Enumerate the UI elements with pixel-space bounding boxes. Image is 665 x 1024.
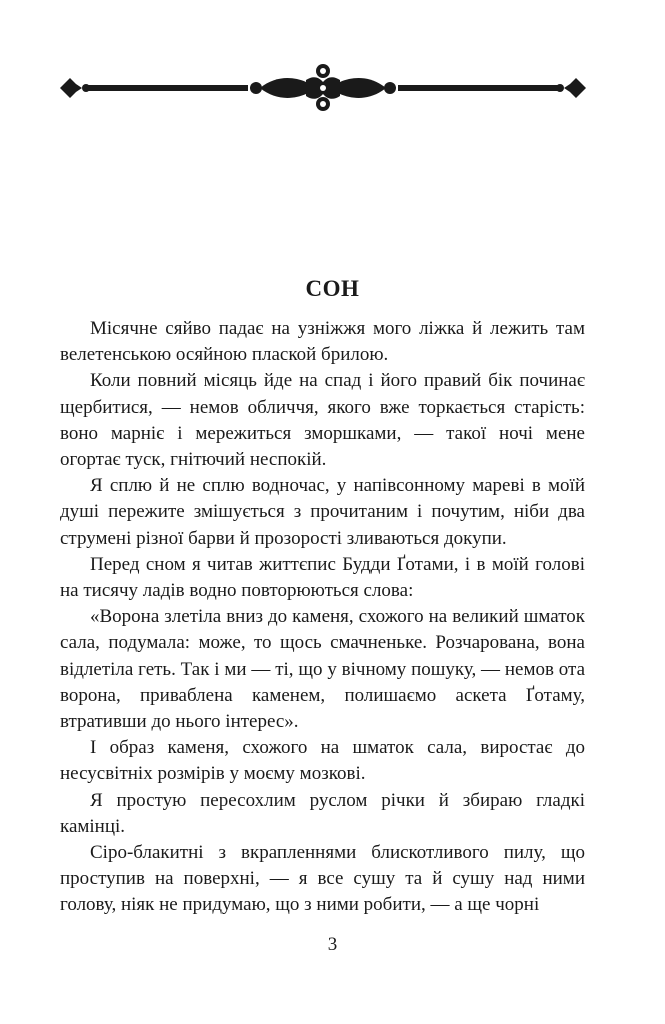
paragraph: «Ворона злетіла вниз до каменя, схожого на великий шматок сала, подумала: може, то щось смачненьке. Розчарована, вона відлетіла геть. Так і ми — ті, що у вічному пошуку, — немов ота ворона, приваблена каменем, полишаємо аскета Ґотаму, втративши до нього інтерес». <box>60 606 585 733</box>
paragraph: Місячне сяйво падає на узніжжя мого ліжка й лежить там велетенською осяйною плаской брилою. <box>60 318 585 366</box>
paragraph: Я простую пересохлим руслом річки й збираю гладкі камінці. <box>60 789 585 837</box>
paragraph: Я сплю й не сплю водночас, у напівсонному мареві в моїй душі пережите змішується з прочитаним і почутим, ніби два струмені різної барви й прозорості зливаються докупи. <box>60 475 585 549</box>
paragraph: І образ каменя, схожого на шматок сала, виростає до несусвітніх розмірів у моєму мозкові. <box>60 737 585 785</box>
page-number: 3 <box>327 934 338 955</box>
body-text <box>60 316 585 919</box>
chapter-title: СОН <box>305 276 360 301</box>
paragraph: Коли повний місяць йде на спад і його правий бік починає щербитися, — немов обличчя, якого вже торкається старість: воно марніє і мережиться зморшками, — такої ночі мене огортає туск, гнітючий неспокій. <box>60 370 585 471</box>
ornamental-divider-icon <box>60 62 586 112</box>
paragraph: Сіро-блакитні з вкрапленнями блискотливого пилу, що проступив на поверхні, — я все сушу та й сушу над ними голову, ніяк не придумаю, що з ними робити, — а ще чорні <box>60 842 585 916</box>
paragraph: Перед сном я читав життєпис Будди Ґотами, і в моїй голові на тисячу ладів водно повторюються слова: <box>60 553 585 602</box>
